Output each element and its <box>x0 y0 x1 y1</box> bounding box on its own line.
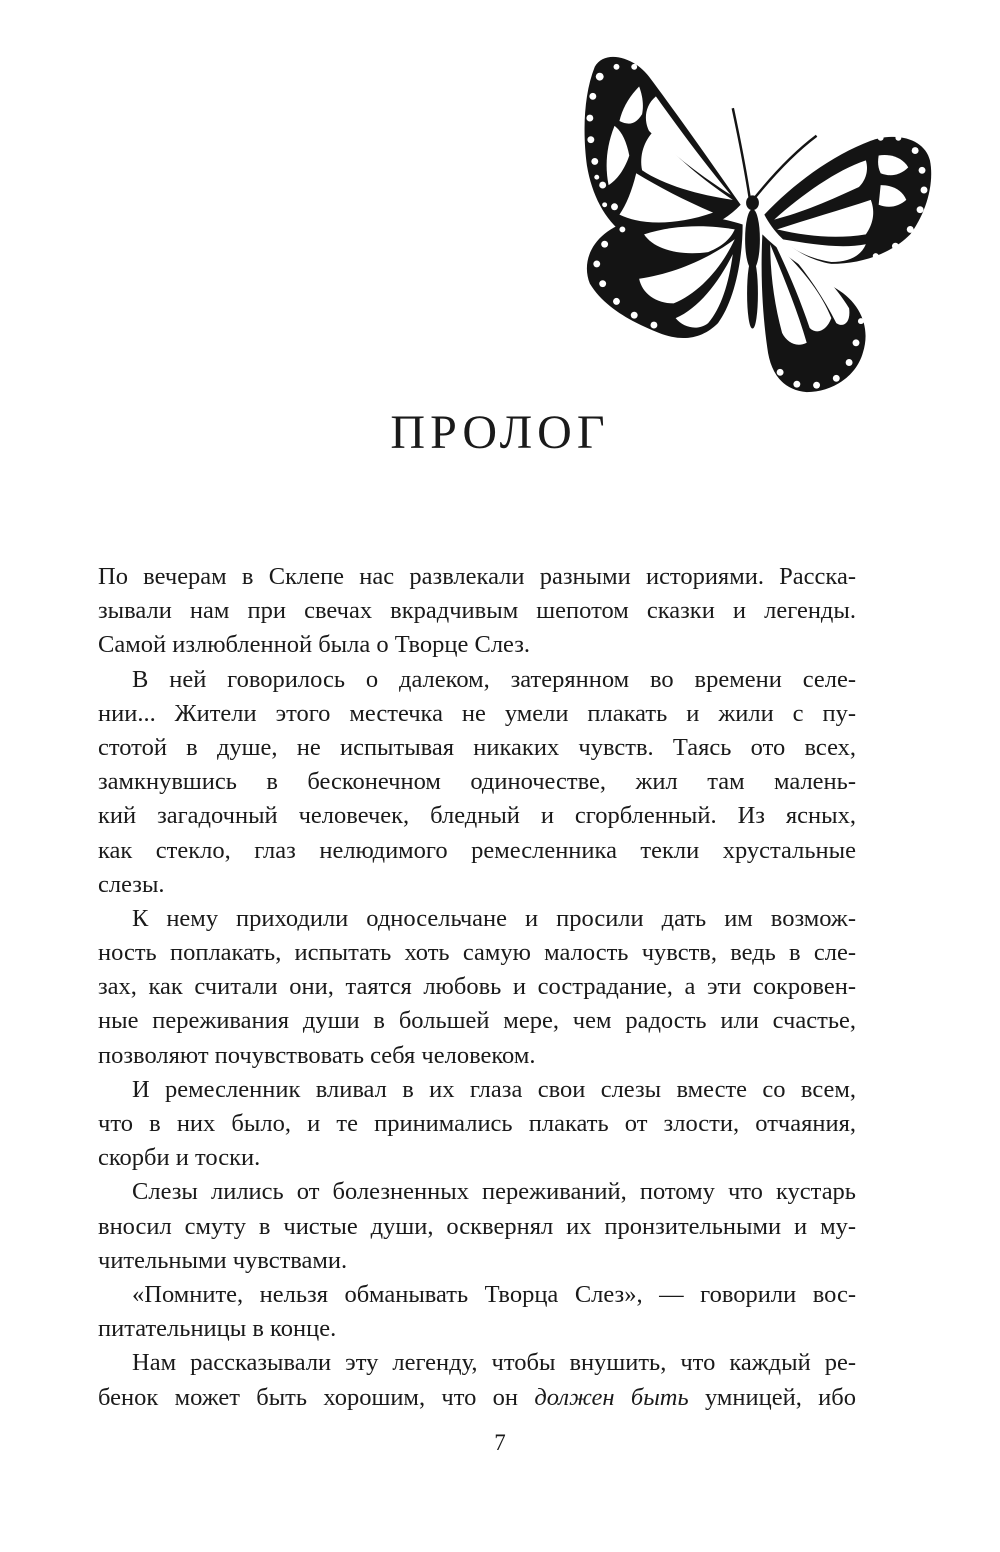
text-line: ность поплакать, испытать хоть самую малость чувств, ведь в сле- <box>98 939 856 967</box>
text-line: чительными чувствами. <box>98 1246 348 1274</box>
text-run: умницей, ибо <box>688 1383 857 1411</box>
text-line: позволяют почувствовать себя человеком. <box>98 1041 536 1069</box>
text-line: Слезы лились от болезненных переживаний, потому что кустарь <box>132 1178 856 1206</box>
text-line: зах, как считали они, таятся любовь и сострадание, а эти сокровен- <box>98 973 856 1001</box>
text-line: ные переживания души в большей мере, чем радость или счастье, <box>98 1007 856 1035</box>
text-run: бенок может быть хорошим, что он <box>98 1383 535 1411</box>
text-line: вносил смуту в чистые души, осквернял их пронзительными и му- <box>98 1212 856 1240</box>
body-text <box>98 560 856 1415</box>
text-line: что в них было, и те принимались плакать от злости, отчаяния, <box>98 1110 856 1137</box>
text-line: стотой в душе, не испытывая никаких чувств. Таясь ото всех, <box>98 733 856 761</box>
text-line: нии... Жители этого местечка не умели плакать и жили с пу- <box>98 699 856 727</box>
text-line: Нам рассказывали эту легенду, чтобы внушить, что каждый ре- <box>132 1349 856 1377</box>
page-number: 7 <box>494 1430 506 1455</box>
text-line: И ремесленник вливал в их глаза свои слезы вместе со всем, <box>132 1075 856 1103</box>
text-line: как стекло, глаз нелюдимого ремесленника текли хрустальные <box>98 836 856 864</box>
chapter-title: ПРОЛОГ <box>390 406 610 459</box>
text-line: слезы. <box>98 870 165 898</box>
text-line: В ней говорилось о далеком, затерянном во времени селе- <box>132 665 856 693</box>
text-line: «Помните, нельзя обманывать Творца Слез», — говорили вос- <box>132 1280 856 1308</box>
text-line: питательницы в конце. <box>98 1315 337 1343</box>
text-line: К нему приходили односельчане и просили дать им возмож- <box>132 904 856 932</box>
text-line-mixed <box>98 1381 856 1415</box>
italic-emphasis: должен быть <box>534 1383 689 1411</box>
text-line: зывали нам при свечах вкрадчивым шепотом сказки и легенды. <box>98 597 856 625</box>
text-line: Самой излюбленной была о Творце Слез. <box>98 631 531 659</box>
text-line: По вечерам в Склепе нас развлекали разными историями. Расска- <box>98 563 856 590</box>
text-line: кий загадочный человечек, бледный и сгорбленный. Из ясных, <box>98 802 856 830</box>
butterfly-illustration <box>565 52 940 397</box>
text-line: замкнувшись в бесконечном одиночестве, жил там малень- <box>98 768 856 796</box>
text-line: скорби и тоски. <box>98 1144 261 1172</box>
